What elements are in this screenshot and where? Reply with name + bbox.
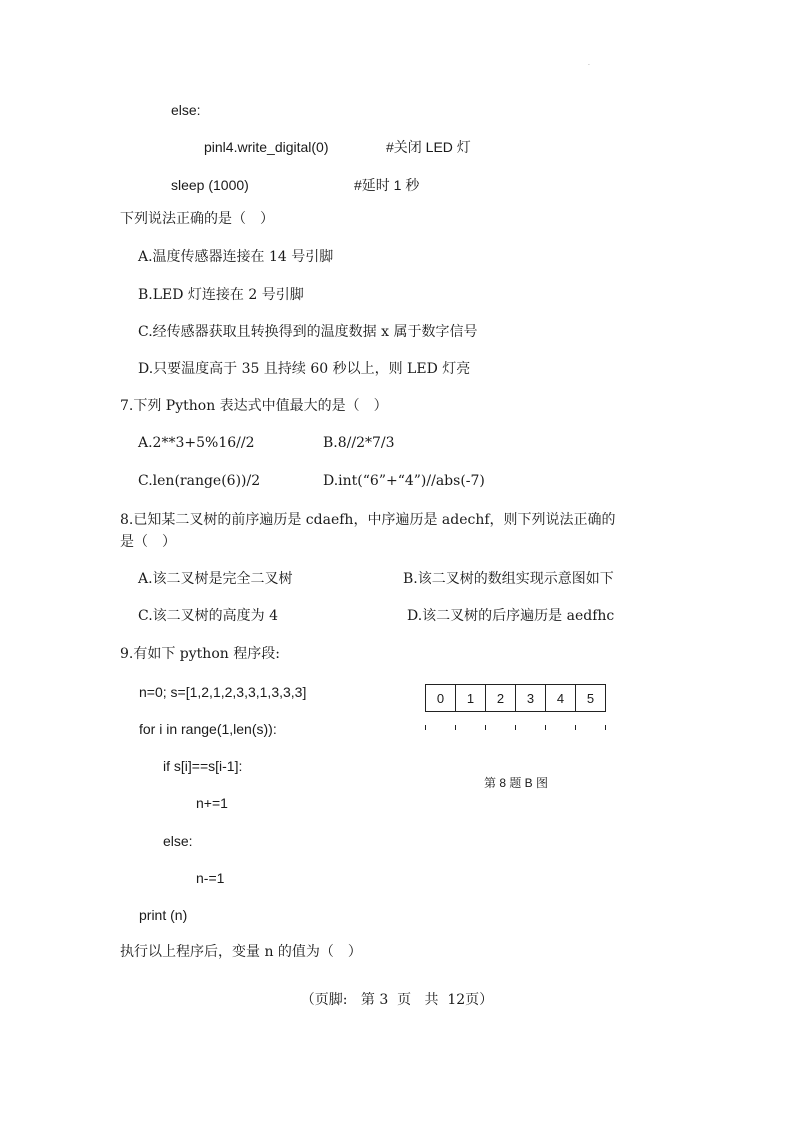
q7-option-c: C.len(range(6))/2 <box>138 473 261 489</box>
code-comment-close-led: #关闭 LED 灯 <box>386 139 471 155</box>
array-tick <box>575 725 576 730</box>
page-mark: · <box>588 62 590 69</box>
q9-code-print: print (n) <box>139 907 188 923</box>
q7-option-a: A.2**3+5%16//2 <box>138 435 255 451</box>
q8-stem-line2: 是（ ） <box>120 534 176 550</box>
code-comment-delay: #延时 1 秒 <box>354 177 420 193</box>
code-sleep: sleep (1000) <box>171 177 249 193</box>
array-tick <box>455 725 456 730</box>
q7-option-d: D.int(“6”+“4”)//abs(-7) <box>323 473 485 489</box>
q8-stem-line1: 8.已知某二叉树的前序遍历是 cdaefh，中序遍历是 adechf，则下列说法正确的 <box>120 512 616 528</box>
array-index-cell: 5 <box>576 685 606 712</box>
array-diagram <box>425 684 606 712</box>
code-write-digital: pinl4.write_digital(0) <box>204 139 329 155</box>
q9-stem: 9.有如下 python 程序段: <box>120 646 280 662</box>
q8-option-d: D.该二叉树的后序遍历是 aedfhc <box>407 608 615 624</box>
array-index-cell: 4 <box>546 685 576 712</box>
q9-code-increment: n+=1 <box>196 795 228 811</box>
q9-code-init: n=0; s=[1,2,1,2,3,3,1,3,3,3] <box>139 684 307 700</box>
array-tick <box>515 725 516 730</box>
q6-option-a: A.温度传感器连接在 14 号引脚 <box>138 249 334 265</box>
q6-stem: 下列说法正确的是（ ） <box>120 211 274 227</box>
q7-stem: 7.下列 Python 表达式中值最大的是（ ） <box>120 398 388 414</box>
page-footer: （页脚: 第 3 页 共 12页） <box>300 992 494 1008</box>
array-index-cell: 1 <box>456 685 486 712</box>
array-index-cell: 0 <box>426 685 456 712</box>
q8-option-a: A.该二叉树是完全二叉树 <box>138 571 293 587</box>
q6-option-d: D.只要温度高于 35 且持续 60 秒以上，则 LED 灯亮 <box>138 361 471 377</box>
q9-code-if: if s[i]==s[i-1]: <box>163 758 243 774</box>
array-index-cell: 2 <box>486 685 516 712</box>
code-else: else: <box>171 102 201 118</box>
q9-question: 执行以上程序后，变量 n 的值为（ ） <box>120 944 362 960</box>
q7-option-b: B.8//2*7/3 <box>323 435 395 451</box>
array-tick <box>425 725 426 730</box>
q9-code-for: for i in range(1,len(s)): <box>139 721 277 737</box>
q8-option-c: C.该二叉树的高度为 4 <box>138 608 279 624</box>
array-tick <box>485 725 486 730</box>
q6-option-c: C.经传感器获取且转换得到的温度数据 x 属于数字信号 <box>138 324 478 340</box>
array-tick <box>545 725 546 730</box>
q9-code-else: else: <box>163 833 193 849</box>
array-index-cell: 3 <box>516 685 546 712</box>
figure-caption: 第 8 题 B 图 <box>484 776 549 790</box>
array-tick <box>605 725 606 730</box>
q8-option-b: B.该二叉树的数组实现示意图如下 <box>403 571 614 587</box>
q6-option-b: B.LED 灯连接在 2 号引脚 <box>138 287 304 303</box>
q9-code-decrement: n-=1 <box>196 870 225 886</box>
